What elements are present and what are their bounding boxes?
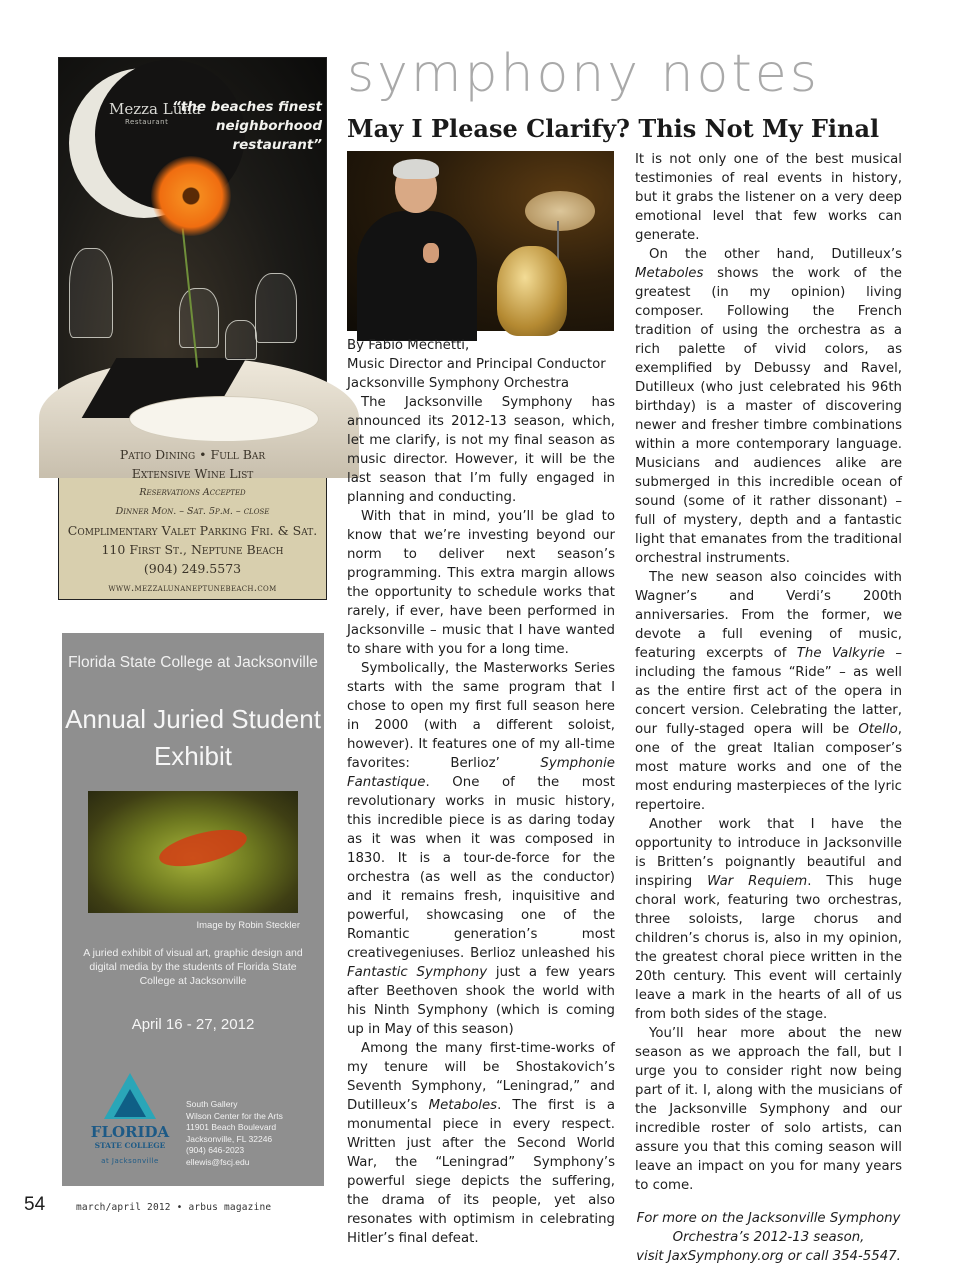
paragraph: On the other hand, Dutilleux’s Metaboles shows the work of the greatest (in my opinion) living composer. Following the French tradition of using the orchestra as a rich palette of vivid colors, as exemplified by Debussy and Ravel, Dutilleux (who just celebrated his 96th birthday) is a master of discovering newer and fresher timbre combinations within a more contemporary language. Musicians and audiences alike are submerged in this incredible ocean of sound (some of it rather dissonant) – full of mystery, depth and a fantastic light that emanates from the traditional orchestral instruments. — [635, 247, 902, 566]
byline-role: Music Director and Principal Conductor — [347, 357, 606, 372]
conductor-figure — [357, 211, 477, 341]
byline — [347, 336, 615, 393]
restaurant-tagline: “the beaches finest neighborhood restaurant” — [172, 99, 322, 153]
wine-glass — [179, 288, 219, 348]
note-line: For more on the Jacksonville Symphony — [636, 1211, 901, 1226]
restaurant-logo-sub: Restaurant — [125, 118, 169, 126]
restaurant-info-line: (904) 249.5573 — [143, 561, 242, 576]
restaurant-website: www.mezzalunaneptunebeach.com — [108, 582, 277, 594]
restaurant-info-line: Patio Dining • Full Bar — [119, 447, 266, 462]
college-logo-sub2: at Jacksonville — [101, 1157, 159, 1165]
paragraph: The Jacksonville Symphony has announced its 2012-13 season, which, let me clarify, is not my final season as music director. However, it will be the last season that I’m fully engaged in planning and conducting. — [347, 395, 615, 505]
exhibit-dates: April 16 - 27, 2012 — [131, 1016, 255, 1033]
fscj-exhibit-ad — [62, 633, 324, 1186]
college-logo-name: FLORIDA — [90, 1123, 170, 1141]
byline-org: Jacksonville Symphony Orchestra — [347, 376, 570, 391]
paragraph: With that in mind, you’ll be glad to know that we’re investing beyond our norm to deliver next season’s programming. This extra margin allows the opportunity to schedule works that rarely, if ever, have been performed in Jacksonville – music that I have wanted to share with you for a long time. — [347, 509, 615, 657]
restaurant-info-line: Extensive Wine List — [131, 466, 254, 481]
more-info-note — [635, 1209, 902, 1266]
restaurant-info — [59, 439, 326, 598]
page-number: 54 — [24, 1194, 46, 1215]
restaurant-info-line: Complimentary Valet Parking Fri. & Sat. — [67, 523, 318, 538]
college-logo-sub: STATE COLLEGE — [94, 1141, 166, 1150]
restaurant-info-line: 110 First St., Neptune Beach — [101, 542, 284, 557]
article-column-middle — [347, 336, 615, 1248]
paragraph: It is not only one of the best musical testimonies of real events in history, but it grabs the listener on a very deep emotional level that few works can generate. — [635, 152, 902, 243]
wine-glass — [69, 248, 113, 338]
address-line: ellewis@fscj.edu — [186, 1156, 250, 1167]
paragraph: Symbolically, the Masterworks Series starts with the same program that I chose to open my first full season here in 2000 (with a different soloist, however). It features one of my all-time favorites: Berlioz’ Symphonie Fantastique. One of the most revolutionary works in music history, this incredible piece is as daring today as it was when it was composed in 1830. It is a tour-de-force for the orchestra (as well as the conductor) and it remains fresh, inquisitive and powerful, showcasing one of the Romantic generation’s most creativegeniuses. Berlioz unleashed his Fantastic Symphony just a few years after Beethoven shook the world with his Ninth Symphony (which is coming up in May of this season) — [347, 661, 615, 1037]
article-column-right — [635, 150, 902, 1266]
wine-glass — [225, 320, 257, 360]
address-line: 11901 Beach Boulevard — [186, 1122, 277, 1132]
section-title: symphony notes — [347, 44, 820, 104]
paragraph: You’ll hear more about the new season as we approach the fall, but I urge you to consider right now being part of it. I, along with the musicians of the Jacksonville Symphony and our incredible roster of solo artists, can assure you that this coming season will leave an impact on you for many years to come. — [635, 1026, 902, 1193]
timpani-drum — [525, 191, 595, 231]
wine-glass — [255, 273, 297, 343]
address-line: Wilson Center for the Arts — [186, 1110, 283, 1121]
exhibit-title: Annual Juried Student Exhibit — [65, 704, 321, 771]
note-line: visit JaxSymphony.org or call 354-5547. — [636, 1249, 901, 1264]
image-credit: Image by Robin Steckler — [196, 920, 300, 931]
exhibit-description: A juried exhibit of visual art, graphic design and digital media by the students of Florida State College at Jacksonville — [83, 947, 303, 987]
note-line: Orchestra’s 2012-13 season, — [672, 1230, 865, 1245]
article-headline: May I Please Clarify? This Not My Final — [347, 114, 880, 143]
address-line: Jacksonville, FL 32246 — [186, 1133, 273, 1144]
address-line: South Gallery — [186, 1099, 238, 1109]
exhibit-artwork-image — [88, 791, 298, 913]
exhibit-organizer: Florida State College at Jacksonville — [68, 654, 318, 671]
restaurant-logo-name: Mezza Luna — [109, 100, 201, 118]
publication-footer: march/april 2012 • arbus magazine — [76, 1202, 272, 1213]
paragraph: Among the many first-time-works of my tenure will be Shostakovich’s Seventh Symphony, “Leningrad,” and Dutilleux’s Metaboles. The first is a monumental piece in every respect. Written just after the Second World War, the “Leningrad” Symphony’s powerful siege depicts the suffering, the drama of its people, yet also resonates with optimism in celebrating Hitler’s final defeat. — [347, 1041, 615, 1246]
gallery-address — [186, 1099, 283, 1168]
paragraph: The new season also coincides with Wagner’s and Verdi’s 200th anniversaries. From the former, we devote a full evening of music, featuring excerpts of The Valkyrie – including the famous “Ride” – as well as the entire first act of the opera in concert version. Celebrating the latter, our fully-staged opera will be Otello, one of the great Italian composer’s most mature works and one of the most enduring masterpieces of the lyric repertoire. — [635, 570, 902, 813]
paragraph: Another work that I have the opportunity to introduce in Jacksonville is Britten’s poignantly beautiful and inspiring War Requiem. This huge choral work, featuring two orchestras, three soloists, large chorus and children’s chorus is, also in my opinion, the greatest choral piece written in the 20th century. This event will certainly leave a mark in the hearts of all of us from both sides of the stage. — [635, 817, 902, 1022]
mezza-luna-ad — [58, 57, 327, 600]
address-line: (904) 646-2023 — [186, 1145, 245, 1155]
restaurant-table-photo — [59, 58, 326, 439]
restaurant-info-line: Dinner Mon. – Sat. 5p.m. – close — [115, 506, 270, 517]
orange-flower — [151, 156, 231, 236]
tuba-instrument — [497, 246, 567, 336]
byline-author: By Fabio Mechetti, — [347, 338, 470, 353]
conductor-photo — [347, 151, 614, 331]
restaurant-info-line: Reservations Accepted — [139, 487, 246, 498]
